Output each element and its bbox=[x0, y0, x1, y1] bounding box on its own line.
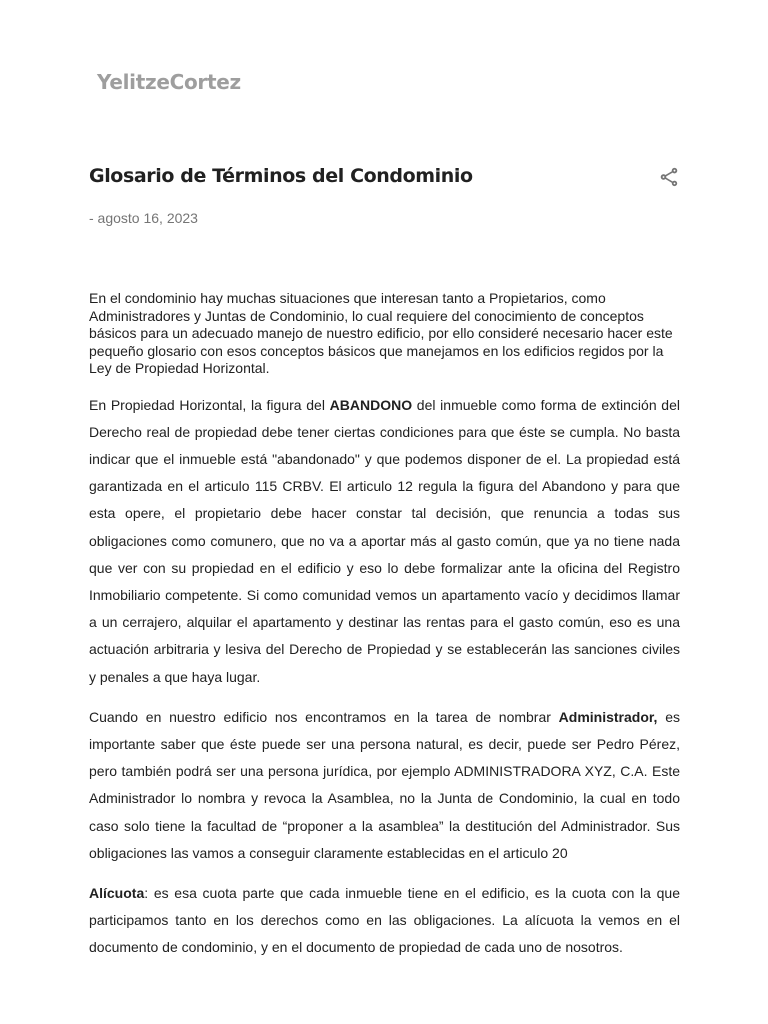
abandono-paragraph bbox=[89, 392, 680, 691]
alicuota-text-after: : es esa cuota parte que cada inmueble tiene en el edificio, es la cuota con la que participamos tanto en los derechos como en las obligaciones. La alícuota la vemos en el documento de condominio, y en el documento de propiedad de cada uno de nosotros. bbox=[89, 884, 680, 956]
abandono-text-after: del inmueble como forma de extinción del Derecho real de propiedad debe tener ciertas condiciones para que éste se cumpla. No basta indicar que el inmueble está "abandonado" y que podemos disponer de el. La propiedad está garantizada en el articulo 115 CRBV. El articulo 12 regula la figura del Abandono y para que esta opere, el propietario debe hacer constar tal decisión, que renuncia a todas sus obligaciones como comunero, que no va a aportar más al gasto común, que ya no tiene nada que ver con su propiedad en el edificio y eso lo debe formalizar ante la oficina del Registro Inmobiliario competente. Si como comunidad vemos un apartamento vacío y decidimos llamar a un cerrajero, alquilar el apartamento y destinar las rentas para el gasto común, eso es una actuación arbitraria y lesiva del Derecho de Propiedad y se establecerán las sanciones civiles y penales a que haya lugar. bbox=[89, 396, 680, 685]
administrador-paragraph bbox=[89, 704, 680, 867]
administrador-text-after: es importante saber que éste puede ser una persona natural, es decir, puede ser Pedro Pérez, pero también podrá ser una persona jurídica, por ejemplo ADMINISTRADORA XYZ, C.A. Este Administrador lo nombra y revoca la Asamblea, no la Junta de Condominio, la cual en todo caso solo tiene la facultad de “proponer a la asamblea” la destitución del Administrador. Sus obligaciones las vamos a conseguir claramente establecidas en el articulo 20 bbox=[89, 708, 680, 861]
blog-title-link[interactable]: YelitzeCortez bbox=[97, 70, 241, 94]
alicuota-paragraph bbox=[89, 880, 680, 962]
abandono-text-before: En Propiedad Horizontal, la figura del bbox=[89, 396, 330, 413]
abandono-term: ABANDONO bbox=[329, 396, 413, 413]
alicuota-term: Alícuota bbox=[89, 884, 145, 901]
post-date: - agosto 16, 2023 bbox=[89, 210, 198, 226]
post-title: Glosario de Términos del Condominio bbox=[89, 165, 473, 187]
post-body bbox=[89, 290, 680, 975]
administrador-text-before: Cuando en nuestro edificio nos encontramos en la tarea de nombrar bbox=[89, 708, 559, 725]
administrador-term: Administrador, bbox=[558, 708, 658, 725]
share-icon bbox=[658, 166, 680, 188]
intro-paragraph: En el condominio hay muchas situaciones que interesan tanto a Propietarios, como Administradores y Juntas de Condominio, lo cual requiere del conocimiento de conceptos básicos para un adecuado manejo de nuestro edificio, por ello consideré necesario hacer este pequeño glosario con esos conceptos básicos que manejamos en los edificios regidos por la Ley de Propiedad Horizontal. bbox=[89, 290, 673, 376]
share-button[interactable] bbox=[655, 163, 683, 191]
